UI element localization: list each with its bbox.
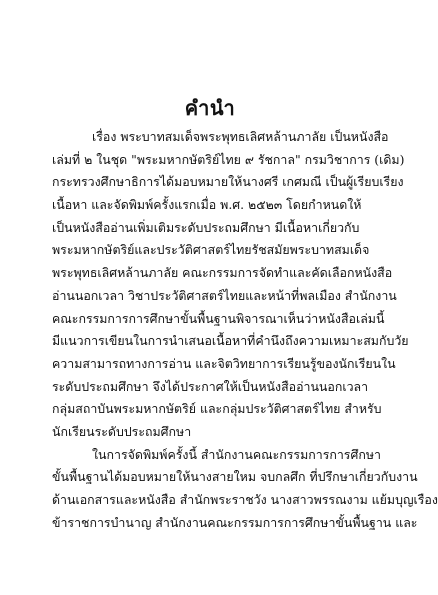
paragraph-line: กลุ่มสถาบันพระมหากษัตริย์ และกลุ่มประวัติศาสตร์ไทย สำหรับ <box>52 401 382 417</box>
paragraph-line: มีแนวการเขียนในการนำเสนอเนื้อหาที่คำนึงถึงความเหมาะสมกับวัย <box>52 333 409 349</box>
paragraph-line: เป็นหนังสืออ่านเพิ่มเติมระดับประถมศึกษา มีเนื้อหาเกี่ยวกับ <box>52 219 360 235</box>
paragraph-line: ความสามารถทางการอ่าน และจิตวิทยาการเรียนรู้ของนักเรียนใน <box>52 355 396 371</box>
page-title: คำนำ <box>184 96 236 120</box>
paragraph-line: เนื้อหา และจัดพิมพ์ครั้งแรกเมื่อ พ.ศ. ๒๕๒๓ โดยกำหนดให้ <box>52 197 362 213</box>
body-text <box>52 126 438 534</box>
paragraph-line: คณะกรรมการการศึกษาขั้นพื้นฐานพิจารณาเห็นว่าหนังสือเล่มนี้ <box>52 310 385 326</box>
paragraph-line: อ่านนอกเวลา วิชาประวัติศาสตร์ไทยและหน้าที่พลเมือง สำนักงาน <box>52 287 397 303</box>
paragraph-line: ระดับประถมศึกษา จึงได้ประกาศให้เป็นหนังสืออ่านนอกเวลา <box>52 378 369 394</box>
paragraph-line: กระทรวงศึกษาธิการได้มอบหมายให้นางศรี เกศมณี เป็นผู้เรียบเรียง <box>52 174 404 190</box>
paragraph-line: ข้าราชการบำนาญ สำนักงานคณะกรรมการการศึกษาขั้นพื้นฐาน และ <box>52 514 418 530</box>
paragraph-line: ด้านเอกสารและหนังสือ สำนักพระราชวัง นางสาวพรรณงาม แย้มบุญเรือง <box>52 492 438 507</box>
paragraph-line: พระพุทธเลิศหล้านภาลัย คณะกรรมการจัดทำและคัดเลือกหนังสือ <box>52 265 393 281</box>
paragraph-line: นักเรียนระดับประถมศึกษา <box>52 423 192 439</box>
paragraph-line: ขั้นพื้นฐานได้มอบหมายให้นางสายใหม จบกลศึก ที่ปรึกษาเกี่ยวกับงาน <box>52 469 418 485</box>
paragraph-line: ในการจัดพิมพ์ครั้งนี้ สำนักงานคณะกรรมการการศึกษา <box>92 446 381 462</box>
paragraph-line: เรื่อง พระบาทสมเด็จพระพุทธเลิศหล้านภาลัย เป็นหนังสือ <box>92 129 389 144</box>
paragraph-line: พระมหากษัตริย์และประวัติศาสตร์ไทยรัชสมัยพระบาทสมเด็จ <box>52 242 370 258</box>
paragraph-line: เล่มที่ ๒ ในชุด "พระมหากษัตริย์ไทย ๙ รัชกาล" กรมวิชาการ (เดิม) <box>52 151 405 167</box>
